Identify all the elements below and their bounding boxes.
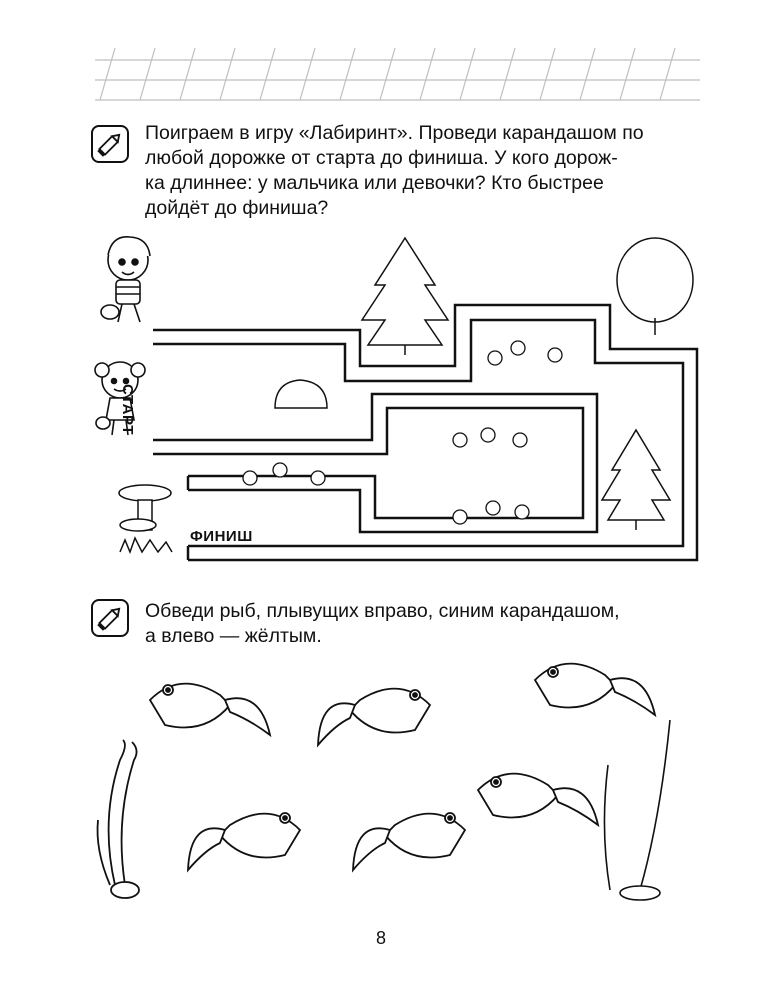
water-plants <box>604 720 670 900</box>
page-number: 8 <box>375 928 386 948</box>
mushrooms <box>119 485 172 552</box>
bush <box>275 380 327 408</box>
leafy-tree <box>617 238 693 335</box>
task1-line: дойдёт до финиша? <box>145 197 329 219</box>
maze-start-label: СТАРТ <box>119 384 136 435</box>
fir-tree <box>602 430 670 530</box>
handwriting-guide <box>0 0 762 110</box>
task1-instructions <box>145 121 697 221</box>
fish-illustration <box>0 650 762 910</box>
task2-instructions <box>145 599 697 649</box>
task1-line: Поиграем в игру «Лабиринт». Проведи карандашом по <box>145 122 644 144</box>
task2-line: а влево — жёлтым. <box>145 625 322 647</box>
fir-tree <box>362 238 448 355</box>
fish-left <box>535 664 655 715</box>
boy-figure <box>101 237 150 322</box>
flowers <box>243 341 562 524</box>
task1-pencil-icon <box>91 125 129 163</box>
fish-left <box>150 684 270 735</box>
maze-finish-label: ФИНИШ <box>190 528 253 545</box>
task2-pencil-icon <box>91 599 129 637</box>
task1-line: любой дорожке от старта до финиша. У кого дорож- <box>145 147 618 169</box>
task2-line: Обведи рыб, плывущих вправо, синим карандашом, <box>145 600 620 622</box>
maze-illustration <box>0 225 762 575</box>
fish-right <box>353 813 465 870</box>
task1-line: ка длиннее: у мальчика или девочки? Кто быстрее <box>145 172 604 194</box>
seaweed <box>98 740 140 898</box>
fish-right <box>188 813 300 870</box>
fish-left <box>478 774 598 825</box>
fish-right <box>318 689 430 745</box>
